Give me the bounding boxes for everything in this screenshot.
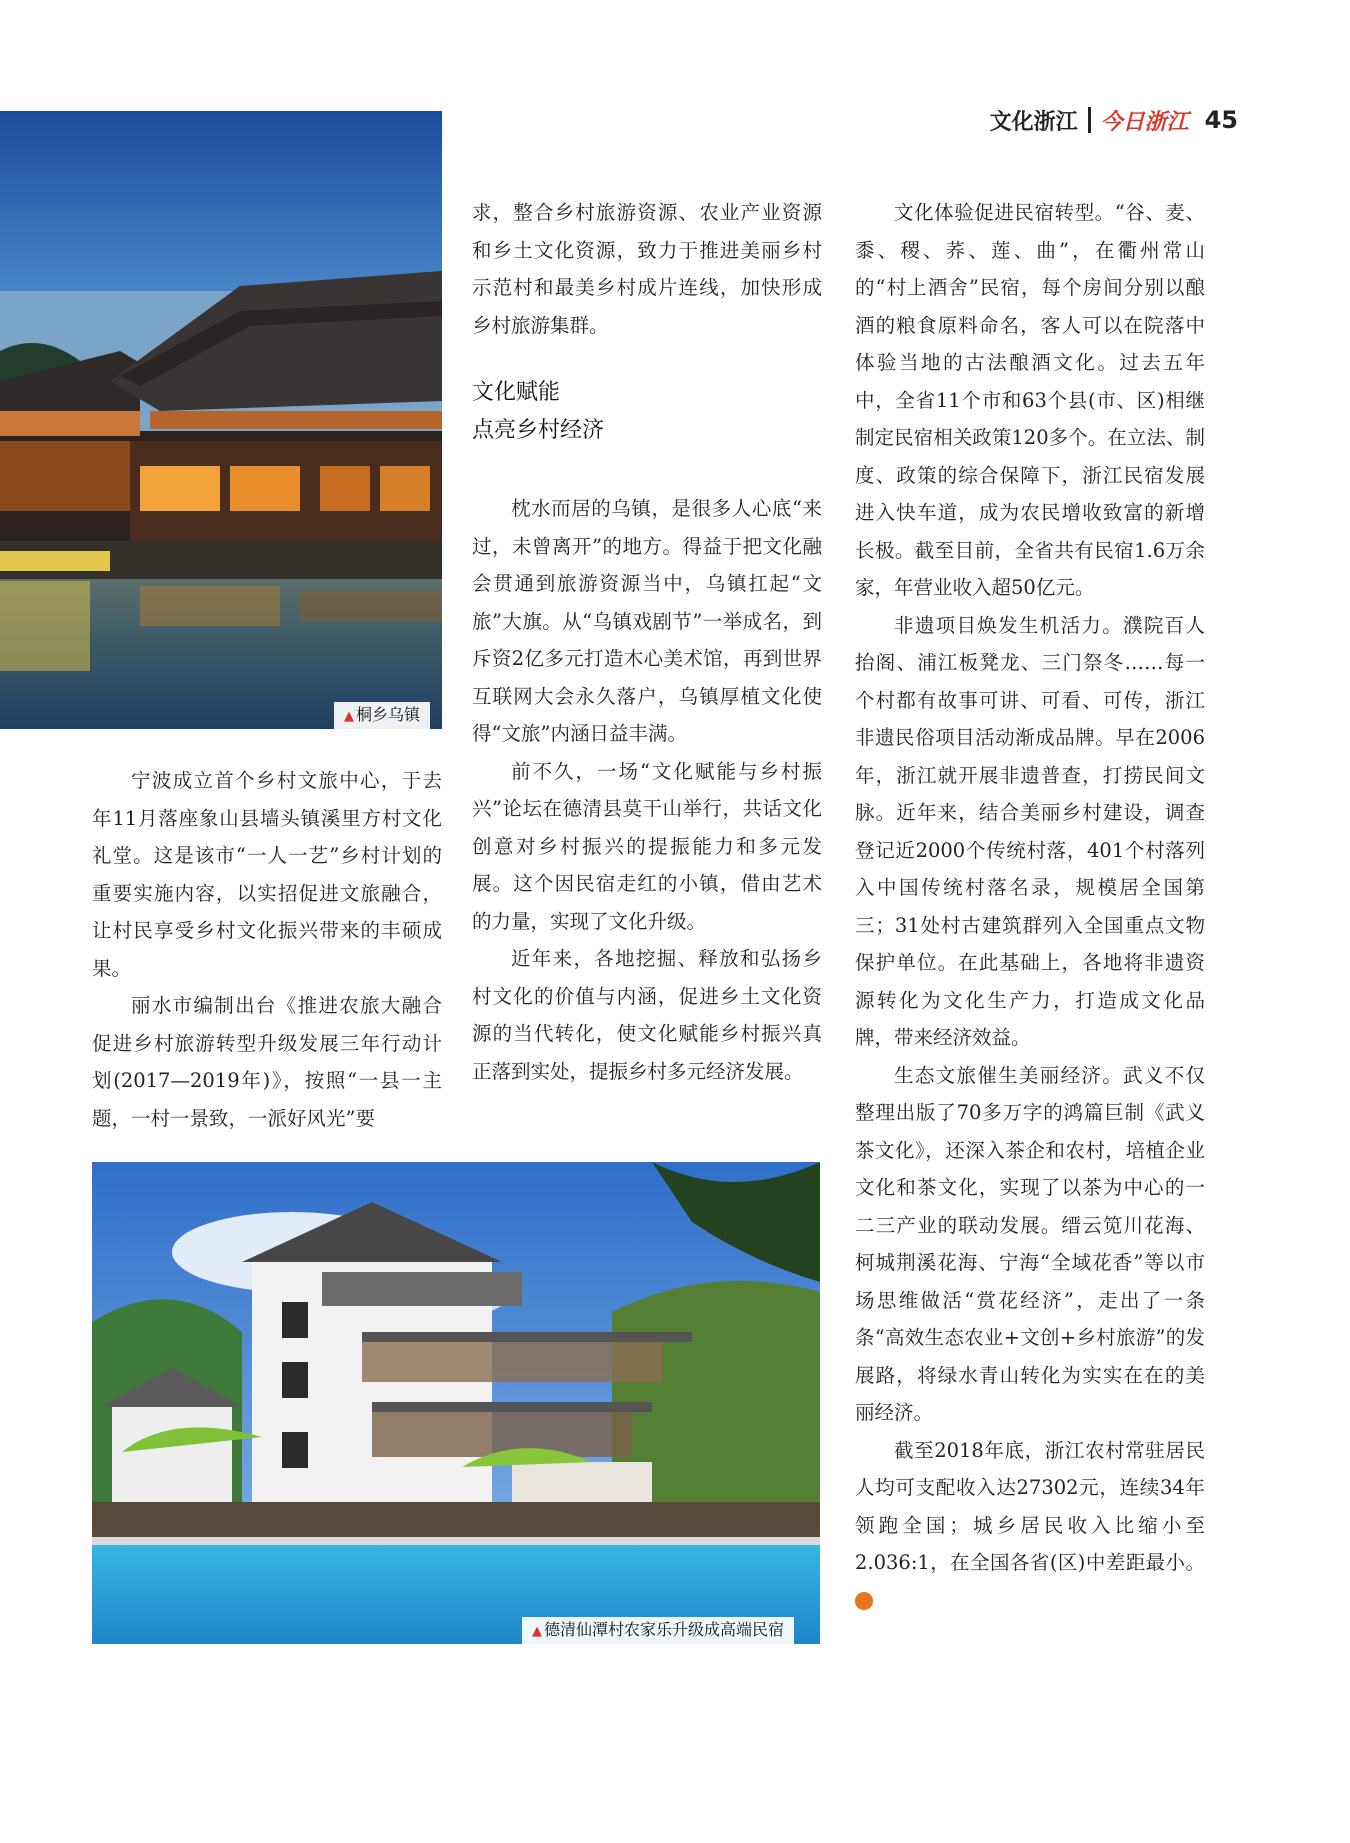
page-number: 45	[1204, 106, 1238, 134]
column-3	[855, 194, 1205, 1619]
end-mark-icon: 今	[855, 1592, 873, 1610]
deqing-photo	[92, 1162, 820, 1644]
wuzhen-caption-text: 桐乡乌镇	[356, 705, 421, 724]
paragraph: 近年来，各地挖掘、释放和弘扬乡村文化的价值与内涵，促进乡土文化资源的当代转化，使文化赋能乡村振兴真正落到实处，提振乡村多元经济发展。	[472, 947, 822, 1083]
page-header	[990, 104, 1238, 136]
wuzhen-caption	[334, 702, 430, 730]
subheading: 文化赋能	[472, 380, 561, 405]
subheading: 点亮乡村经济	[472, 418, 605, 443]
section-name: 文化浙江	[989, 109, 1078, 135]
paragraph: 非遗项目焕发生机活力。濮院百人抬阁、浦江板凳龙、三门祭冬……每一个村都有故事可讲、可看、可传，浙江非遗民俗项目活动渐成品牌。早在2006年，浙江就开展非遗普查，打捞民间文脉。近年来，结合美丽乡村建设，调查登记近2000个传统村落，401个村落列入中国传统村落名录，规模居全国第三；31处村古建筑群列入全国重点文物保护单位。在此基础上，各地将非遗资源转化为文化生产力，打造成文化品牌，带来经济效益。	[855, 613, 1205, 1049]
triangle-icon: ▲	[344, 709, 354, 724]
deqing-caption-text: 德清仙潭村农家乐升级成高端民宿	[544, 1620, 785, 1639]
paragraph: 枕水而居的乌镇，是很多人心底“来过，未曾离开”的地方。得益于把文化融会贯通到旅游资源当中，乌镇扛起“文旅”大旗。从“乌镇戏剧节”一举成名，到斥资2亿多元打造木心美术馆，再到世界互联网大会永久落户，乌镇厚植文化使得“文旅”内涵日益丰满。	[472, 497, 822, 745]
wuzhen-photo	[0, 111, 442, 729]
paragraph-text: 截至2018年底，浙江农村常驻居民人均可支配收入达27302元，连续34年领跑全国；城乡居民收入比缩小至2.036:1，在全国各省(区)中差距最小。	[855, 1438, 1205, 1574]
paragraph: 求，整合乡村旅游资源、农业产业资源和乡土文化资源，致力于推进美丽乡村示范村和最美乡村成片连线，加快形成乡村旅游集群。	[472, 201, 822, 337]
paragraph: 文化体验促进民宿转型。“谷、麦、黍、稷、荞、莲、曲”，在衢州常山的“村上酒舍”民宿，每个房间分别以酿酒的粮食原料命名，客人可以在院落中体验当地的古法酿酒文化。过去五年中，全省11个市和63个县(市、区)相继制定民宿相关政策120多个。在立法、制度、政策的综合保障下，浙江民宿发展进入快车道，成为农民增收致富的新增长极。截至目前，全省共有民宿1.6万余家，年营业收入超50亿元。	[855, 201, 1205, 599]
triangle-icon: ▲	[532, 1624, 542, 1639]
paragraph: 生态文旅催生美丽经济。武义不仅整理出版了70多万字的鸿篇巨制《武义茶文化》，还深入茶企和农村，培植企业文化和茶文化，实现了以茶为中心的一二三产业的联动发展。缙云笕川花海、柯城荆溪花海、宁海“全域花香”等以市场思维做活“赏花经济”，走出了一条条“高效生态农业+文创+乡村旅游”的发展路，将绿水青山转化为实实在在的美丽经济。	[855, 1063, 1205, 1424]
paragraph: 丽水市编制出台《推进农旅大融合促进乡村旅游转型升级发展三年行动计划(2017—2019年)》，按照“一县一主题，一村一景致，一派好风光”要	[92, 994, 442, 1130]
paragraph: 前不久，一场“文化赋能与乡村振兴”论坛在德清县莫干山举行，共话文化创意对乡村振兴的提振能力和多元发展。这个因民宿走红的小镇，借由艺术的力量，实现了文化升级。	[472, 759, 822, 933]
header-divider	[1088, 107, 1091, 133]
paragraph	[855, 1432, 1205, 1620]
magazine-logo: 今日浙江	[1100, 109, 1189, 135]
column-1	[92, 762, 442, 1137]
paragraph: 宁波成立首个乡村文旅中心，于去年11月落座象山县墙头镇溪里方村文化礼堂。这是该市“一人一艺”乡村计划的重要实施内容，以实招促进文旅融合，让村民享受乡村文化振兴带来的丰硕成果。	[92, 769, 442, 980]
deqing-caption	[522, 1617, 794, 1645]
column-2	[472, 194, 822, 1090]
